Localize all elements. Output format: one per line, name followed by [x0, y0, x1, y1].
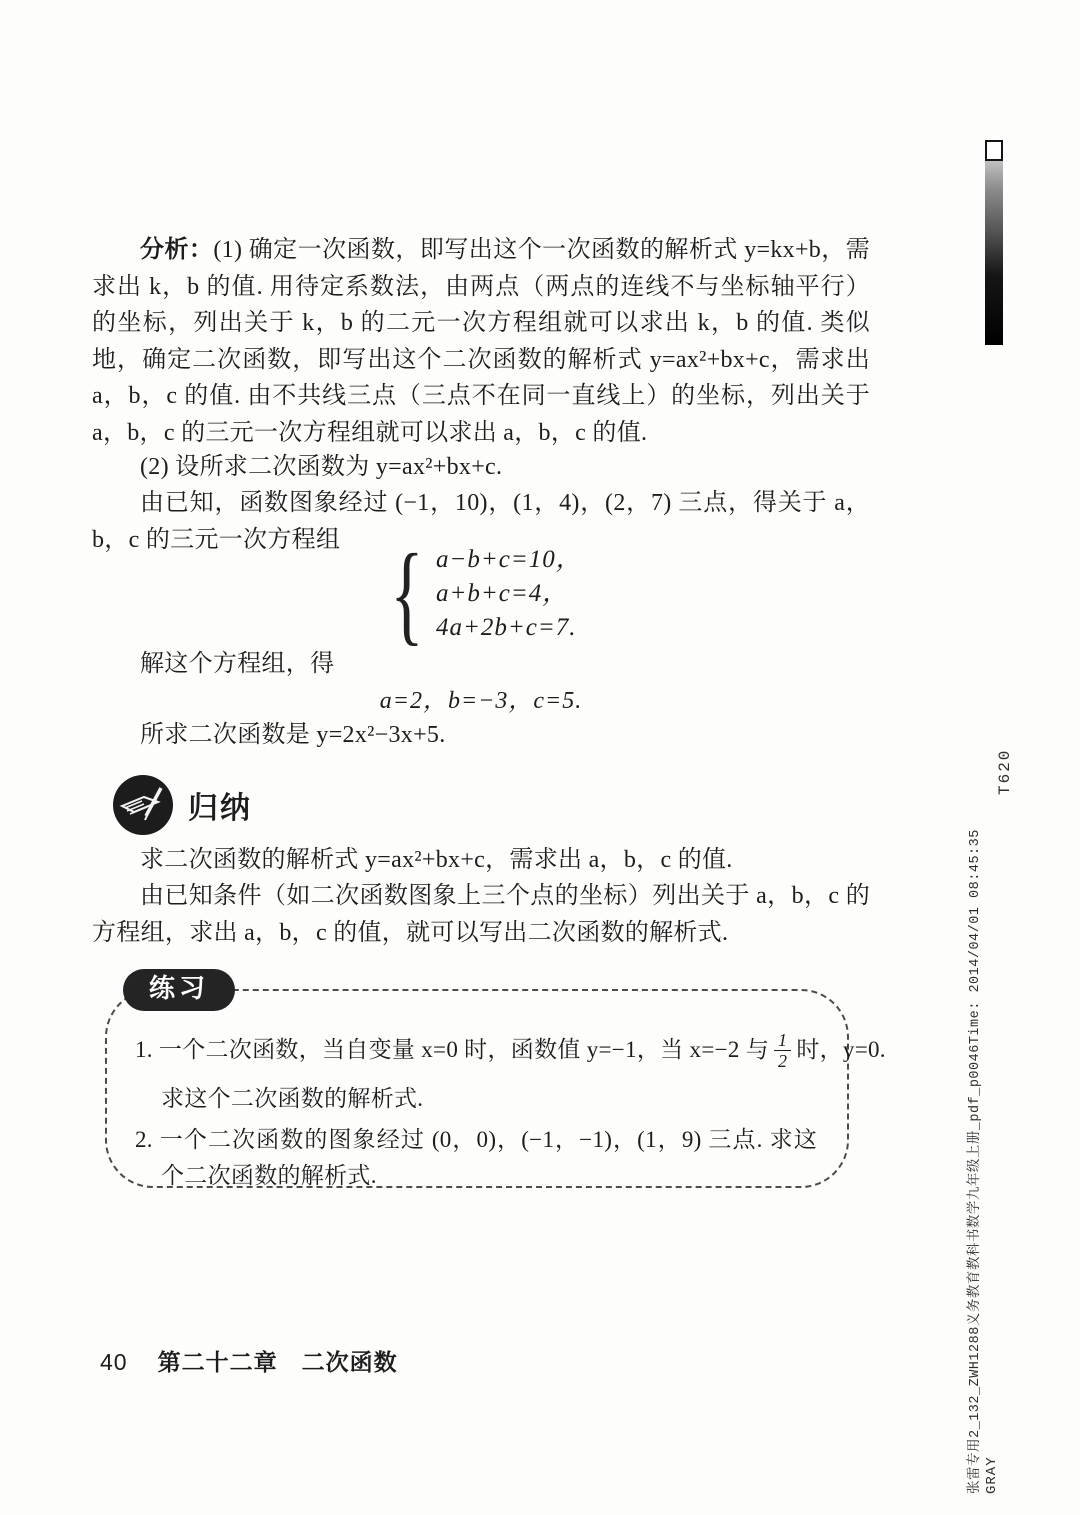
calibration-gradient	[985, 161, 1003, 345]
summary-notebook-pencil-icon	[112, 774, 174, 836]
calibration-white-patch	[985, 140, 1003, 161]
exercise-item-2: 2. 一个二次函数的图象经过 (0，0)，(−1，−1)，(1，9) 三点. 求这个二次函数的解析式.	[135, 1127, 817, 1188]
summary-title: 归纳	[188, 792, 252, 825]
equation-3: 4a+2b+c=7.	[436, 614, 577, 641]
result-line: 所求二次函数是 y=2x²−3x+5.	[140, 722, 446, 748]
analysis-label: 分析：	[140, 237, 214, 263]
margin-code-label: T620	[996, 748, 1014, 795]
exercise-item-1-continuation: 求这个二次函数的解析式.	[161, 1086, 424, 1111]
page-footer	[100, 1344, 398, 1377]
scan-watermark-text: 张雷专用2_132_ZWH1288义务教育教科书数学九年级上册_pdf_p0046Time: 2014/04/01 08:45:35	[968, 829, 983, 1494]
fraction-denominator: 2	[774, 1050, 791, 1071]
equation-1: a−b+c=10，	[436, 546, 582, 573]
summary-paragraph-1: 求二次函数的解析式 y=ax²+bx+c，需求出 a，b，c 的值.	[140, 847, 733, 873]
exercise-title: 练习	[149, 974, 210, 1003]
exercise-item-1	[135, 1027, 886, 1073]
solution-line: a=2，b=−3，c=5.	[379, 688, 583, 714]
analysis-paragraph	[92, 232, 870, 451]
analysis-text: (1) 确定一次函数，即写出这个一次函数的解析式 y=kx+b，需求出 k，b 的值. 用待定系数法，由两点（两点的连线不与坐标轴平行）的坐标，列出关于 k，b 的二元一次方程组就可以求出 k，b 的值. 类似地，确定二次函数，即写出这个二次函数的解析式 y=ax²+bx+c，需求出 a，b，c 的值. 由不共线三点（三点不在同一直线上）的坐标，列出关于 a，b，c 的三元一次方程组就可以求出 a，b，c 的值.	[92, 237, 871, 446]
step2-line: (2) 设所求二次函数为 y=ax²+bx+c.	[140, 454, 503, 480]
equation-system	[92, 532, 870, 656]
equation-system-inner	[380, 532, 582, 656]
exercise-box	[105, 974, 886, 1188]
fraction-one-half	[774, 1030, 791, 1071]
exercise-1-text-pre: 1. 一个二次函数，当自变量 x=0 时，函数值 y=−1，当 x=−2 与	[135, 1037, 770, 1062]
left-brace: {	[390, 532, 424, 656]
equation-column	[436, 543, 582, 645]
fraction-numerator: 1	[778, 1029, 788, 1050]
summary-paragraph-2: 由已知条件（如二次函数图象上三个点的坐标）列出关于 a，b，c 的方程组，求出 a，b，c 的值，就可以写出二次函数的解析式.	[92, 883, 870, 946]
grayscale-calibration-bar	[985, 140, 1003, 345]
exercise-1-text-post: 时，y=0.	[796, 1037, 886, 1062]
equation-2: a+b+c=4，	[436, 580, 569, 607]
summary-header	[112, 774, 252, 836]
page-number: 40	[100, 1349, 128, 1375]
scan-mode-label: GRAY	[984, 1456, 1000, 1494]
chapter-title: 第二十二章 二次函数	[157, 1350, 398, 1375]
exercise-title-pill	[123, 969, 235, 1011]
given-points-paragraph: 由已知，函数图象经过 (−1，10)，(1，4)，(2，7) 三点，得关于 a，b，c 的三元一次方程组	[92, 490, 870, 553]
solve-intro-line: 解这个方程组，得	[140, 651, 335, 677]
